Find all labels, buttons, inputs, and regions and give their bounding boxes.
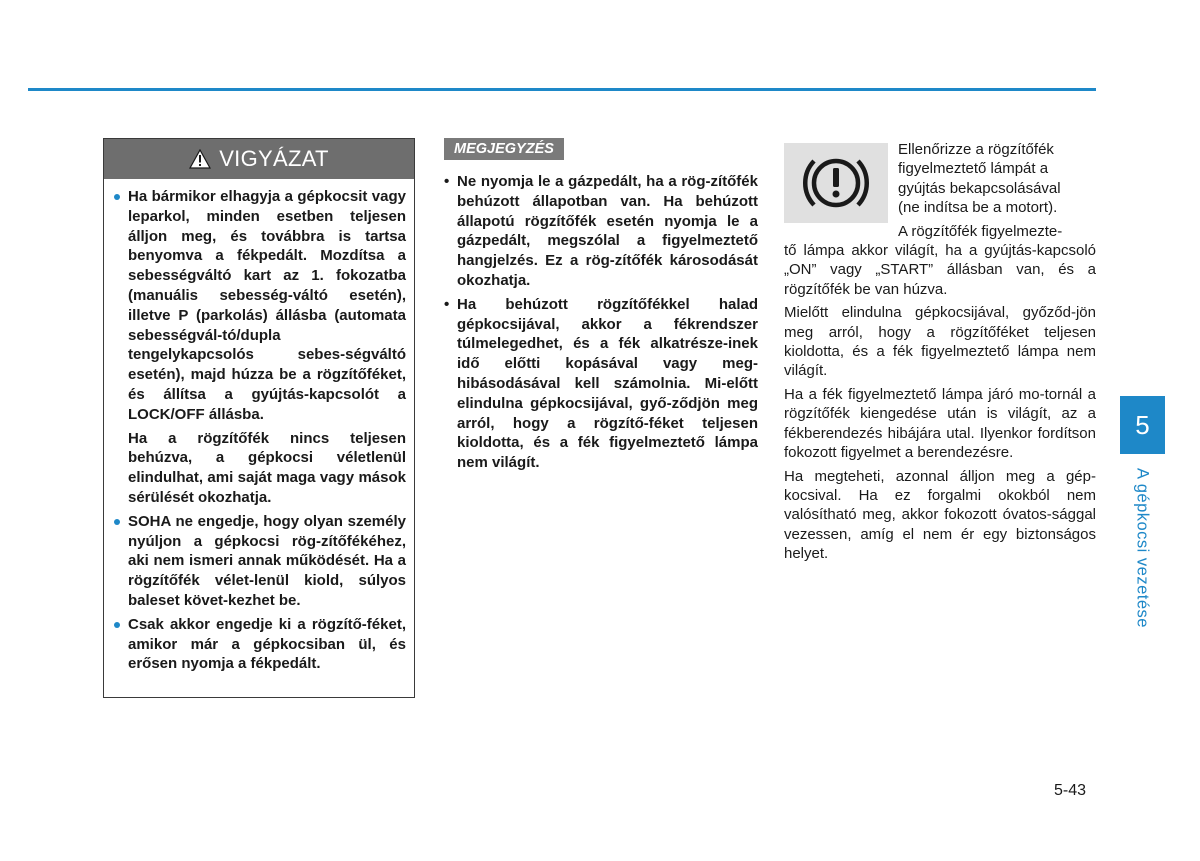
page-number: 5-43 bbox=[1054, 782, 1087, 799]
warning-item-text: Ha bármikor elhagyja a gépkocsit vagy leparkol, minden esetben teljesen álljon meg, és továbbra is tartsa benyomva a fékpedált. Mozdítsa a sebességváltó kart az 1. fokozatba (manuális sebesség-váltó esetén), illetve P (parkolás) állásba (automata sebességvál-tó/dupla tengelykapcsolós sebes-ségváltó esetén), majd húzza be a rögzítőféket, és állítsa a gyújtás-kapcsolót a LOCK/OFF állásba. bbox=[128, 188, 406, 423]
intro-line: (ne indítsa be a motort). bbox=[898, 199, 1058, 217]
warning-title: VIGYÁZAT bbox=[219, 146, 329, 171]
paragraph: Mielőtt elindulna gépkocsijával, győződ-jön meg arról, hogy a rögzítőféket teljesen kioldotta, és a fék figyelmeztető lámpa nem világít. bbox=[784, 304, 1096, 380]
top-rule bbox=[28, 88, 1096, 91]
chapter-title: A gépkocsi vezetése bbox=[1133, 468, 1152, 628]
warning-item-text: Csak akkor engedje ki a rögzítő-féket, amikor már a gépkocsiban ül, és erősen nyomja a fékpedált. bbox=[128, 615, 406, 673]
warning-item-subtext: Ha a rögzítőfék nincs teljesen behúzva, a gépkocsi véletlenül elindulhat, ami saját maga vagy mások sérülését okozhatja. bbox=[128, 429, 406, 506]
warning-item bbox=[112, 615, 406, 674]
warning-item bbox=[112, 512, 406, 611]
paragraph: tő lámpa akkor világít, ha a gyújtás-kapcsoló „ON” vagy „START” állásban van, és a rögzítőfék be van húzva. bbox=[784, 242, 1096, 298]
paragraph: Ha a fék figyelmeztető lámpa járó mo-tornál a rögzítőfék kiengedése után is világít, az a fékberendezés hibájára utal. Ilyenkor fordítson fokozott figyelmet a berendezésre. bbox=[784, 385, 1096, 462]
note-section bbox=[444, 138, 758, 477]
intro-line: gyújtás bekapcsolásával bbox=[898, 179, 1061, 197]
note-item-text: Ha behúzott rögzítőfékkel halad gépkocsijával, akkor a fékrendszer túlmelegedhet, és a fék alkatrésze-inek idő előtti kopásával vagy meg-hibásodásával kell számolnia. Mi-előtt elindulna gépkocsijával, győ-ződjön meg arról, hogy a rögzítő-féket teljesen kioldotta, és a fék figyelmeztető lámpa nem világít. bbox=[457, 295, 758, 472]
note-item-text: Ne nyomja le a gázpedált, ha a rög-zítőfék behúzott állapotban van. Ha behúzott állapotú rögzítőfék esetén nyomja le a gázpedált, megszólal a figyelmeztető hangjelzés. Ez a rög-zítőfék károsodását okozhatja. bbox=[457, 173, 758, 289]
bullet-icon: • bbox=[444, 173, 450, 190]
bullet-icon bbox=[114, 194, 120, 200]
note-title: MEGJEGYZÉS bbox=[444, 138, 564, 160]
paragraph: Ha megteheti, azonnal álljon meg a gép-kocsival. Ha ez forgalmi okokból nem valósítható meg, akkor fokozott óvatos-sággal vezessen, amíg el nem ér egy biztonságos helyet. bbox=[784, 467, 1096, 563]
note-item bbox=[444, 172, 758, 291]
intro-line: Ellenőrizze a rögzítőfék bbox=[898, 141, 1054, 158]
note-item bbox=[444, 295, 758, 473]
intro-line: A rögzítőfék figyelmezte- bbox=[898, 222, 1063, 240]
intro-line: figyelmeztető lámpát a bbox=[898, 160, 1049, 178]
chapter-tab: 5 bbox=[1120, 396, 1165, 454]
warning-item-text: SOHA ne engedje, hogy olyan személy nyúljon a gépkocsi rög-zítőfékéhez, aki nem ismeri annak működését. Ha a rögzítőfék vélet-lenül kiold, súlyos baleset követ-kezhet be. bbox=[128, 512, 406, 609]
warning-item bbox=[112, 187, 406, 425]
warning-box bbox=[103, 138, 415, 698]
warning-triangle-icon bbox=[189, 149, 211, 169]
bullet-icon: • bbox=[444, 295, 450, 313]
warning-body bbox=[104, 179, 414, 674]
bullet-icon bbox=[114, 519, 120, 525]
warning-header bbox=[104, 139, 414, 179]
bullet-icon bbox=[114, 622, 120, 628]
right-text-column bbox=[784, 140, 1096, 568]
